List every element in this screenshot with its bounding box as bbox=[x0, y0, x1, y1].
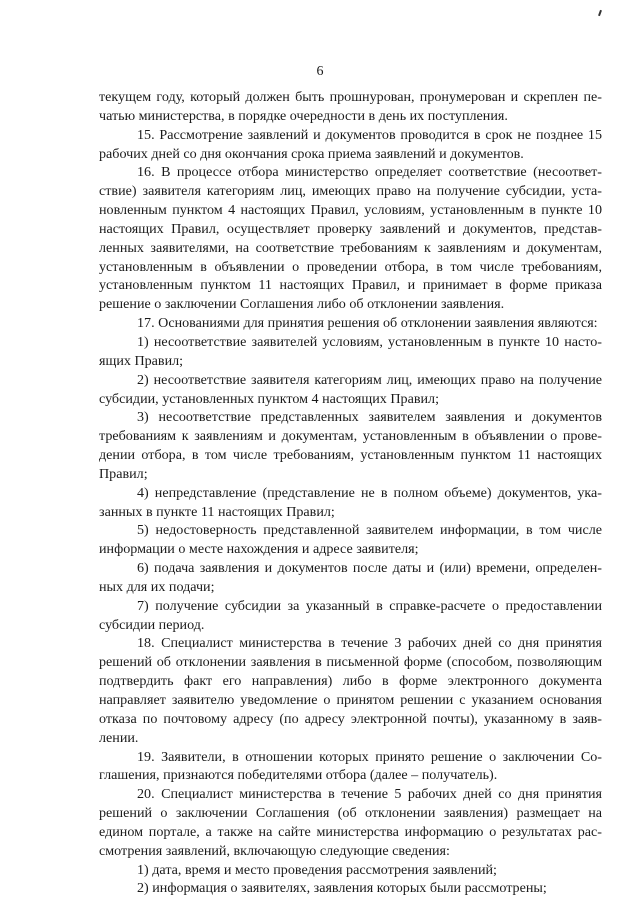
subitem-17-6: 6) подача заявления и документов после даты и (или) времени, определенных для их подачи; bbox=[99, 560, 602, 595]
subitem-20-1: 1) дата, время и место проведения рассмотрения заявлений; bbox=[137, 861, 497, 878]
document-body bbox=[99, 88, 602, 898]
paragraph-item-20: 20. Специалист министерства в течение 5 рабочих дней со дня принятия решений о заключении Соглашения (об отклонении заявления) размещает на едином портале, а также на сайте министерства информацию о результатах рассмотрения заявлений, включающую следующие сведения: bbox=[99, 786, 602, 859]
paragraph-item-18: 18. Специалист министерства в течение 3 рабочих дней со дня принятия решений об отклонении заявления в письменной форме (способом, позволяющим подтвердить факт его направления) либо в форме электронного документа направляет заявителю уведомление о принятом решении с указанием основания отказа по почтовому адресу (по адресу электронной почты), указанному в заявлении. bbox=[99, 635, 602, 746]
subitem-20-2: 2) информация о заявителях, заявления которых были рассмотрены; bbox=[137, 880, 547, 897]
subitem-17-7: 7) получение субсидии за указанный в справке-расчете о предоставлении субсидии период. bbox=[99, 597, 602, 633]
paragraph-item-15: 15. Рассмотрение заявлений и документов проводится в срок не позднее 15 рабочих дней со дня окончания срока приема заявлений и документов. bbox=[99, 126, 602, 162]
paragraph-item-17: 17. Основаниями для принятия решения об отклонении заявления являются: bbox=[137, 315, 598, 332]
paragraph-item-16: 16. В процессе отбора министерство определяет соответствие (несоответствие) заявителя категориям лиц, имеющих право на получение субсидии, установленным пунктом 4 настоящих Правил, условиям, установленным в пункте 10 настоящих Правил, осуществляет проверку заявлений и документов, представленных заявителями, на соответствие требованиям к заявлениям и документам, установленным в объявлении о проведении отбора, в том числе требованиям, установленным пунктом 11 настоящих Правил, и принимает в форме приказа решение о заключении Соглашения либо об отклонении заявления. bbox=[99, 164, 602, 313]
paragraph-continuation: текущем году, который должен быть прошнурован, пронумерован и скреплен печатью министерства, в порядке очередности в день их поступления. bbox=[99, 89, 602, 124]
subitem-17-5: 5) недостоверность представленной заявителем информации, в том числе информации о месте нахождения и адресе заявителя; bbox=[99, 522, 602, 558]
subitem-17-2: 2) несоответствие заявителя категориям лиц, имеющих право на получение субсидии, установленных пунктом 4 настоящих Правил; bbox=[99, 371, 602, 407]
subitem-17-3: 3) несоответствие представленных заявителем заявления и документов требованиям к заявлениям и документам, установленным в объявлении о проведении отбора, в том числе требованиям, установленным пунктом 11 настоящих Правил; bbox=[99, 409, 602, 482]
paragraph-item-19: 19. Заявители, в отношении которых принято решение о заключении Соглашения, признаются победителями отбора (далее – получатель). bbox=[99, 748, 602, 784]
corner-pen-mark bbox=[598, 10, 602, 16]
subitem-17-4: 4) непредставление (представление не в полном объеме) документов, указанных в пункте 11 настоящих Правил; bbox=[99, 484, 602, 520]
page-number: 6 bbox=[316, 64, 324, 79]
subitem-17-1: 1) несоответствие заявителей условиям, установленным в пункте 10 настоящих Правил; bbox=[99, 333, 602, 369]
